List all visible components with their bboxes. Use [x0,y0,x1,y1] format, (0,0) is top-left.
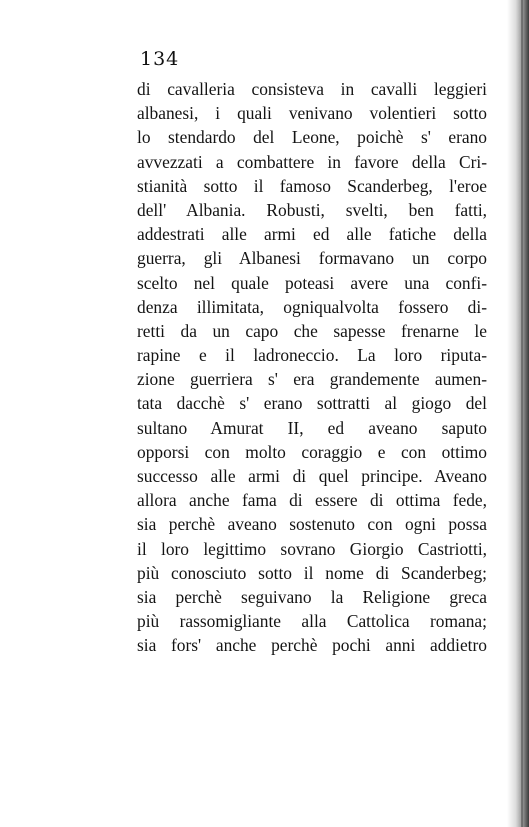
text-line: di cavalleria consisteva in cavalli leggieri [137,79,487,99]
text-line: più conosciuto sotto il nome di Scanderbeg; [137,562,487,583]
text-line: addestrati alle armi ed alle fatiche della [137,224,487,245]
page-gutter-shadow [507,0,529,827]
page-edge [521,0,523,827]
text-line: il loro legittimo sovrano Giorgio Castriotti, [137,538,487,559]
text-line: scelto nel quale poteasi avere una confi- [137,272,487,293]
text-line: lo stendardo del Leone, poichè s' erano [137,127,487,148]
text-line: opporsi con molto coraggio e con ottimo [137,441,487,462]
text-line: zione guerriera s' era grandemente aumen- [137,369,487,390]
page-number: 134 [140,48,180,70]
text-line: sia fors' anche perchè pochi anni addietro [137,635,487,656]
body-text [137,77,487,658]
text-line: allora anche fama di essere di ottima fede, [137,490,487,511]
text-line: dell' Albania. Robusti, svelti, ben fatti, [137,199,487,220]
text-line: tata dacchè s' erano sottratti al giogo del [137,393,487,414]
text-line: retti da un capo che sapesse frenarne le [137,320,487,341]
text-line: più rassomigliante alla Cattolica romana; [137,611,487,632]
text-line: denza illimitata, ogniqualvolta fossero di- [137,296,487,317]
text-line: avvezzati a combattere in favore della Cri- [137,151,487,172]
text-line: guerra, gli Albanesi formavano un corpo [137,248,487,269]
text-line: rapine e il ladroneccio. La loro riputa- [137,345,487,366]
text-line: stianità sotto il famoso Scanderbeg, l'eroe [137,175,487,196]
text-line: sia perchè aveano sostenuto con ogni possa [137,514,487,535]
text-line: sia perchè seguivano la Religione greca [137,586,487,607]
text-line: successo alle armi di quel principe. Aveano [137,466,487,486]
text-line: albanesi, i quali venivano volentieri sotto [137,103,487,124]
text-line: sultano Amurat II, ed aveano saputo [137,417,487,438]
